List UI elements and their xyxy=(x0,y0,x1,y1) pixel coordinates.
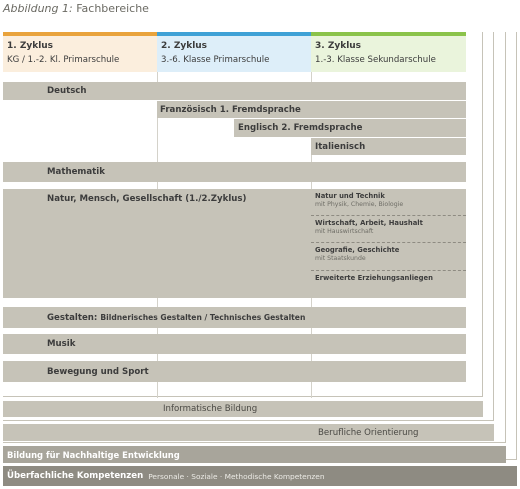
caption-title: Fachbereiche xyxy=(76,2,149,15)
subject-bar-italienisch xyxy=(311,137,466,155)
subject-label: Englisch 2. Fremdsprache xyxy=(238,123,363,133)
nmg-cell-title: Wirtschaft, Arbeit, Haushalt xyxy=(315,219,423,227)
bar-label: Bildung für Nachhaltige Entwicklung xyxy=(7,449,180,460)
column-header-zyklus-1 xyxy=(3,32,157,72)
caption-label: Abbildung 1: xyxy=(3,2,73,15)
nmg-cell-natur-technik xyxy=(311,189,466,216)
subject-sublabel: Bildnerisches Gestalten / Technisches Gestalten xyxy=(100,313,306,322)
bar-ueberfachliche-kompetenzen xyxy=(3,466,517,486)
column-subtitle: KG / 1.-2. Kl. Primarschule xyxy=(7,55,120,65)
column-header-zyklus-3 xyxy=(311,32,466,72)
column-title: 1. Zyklus xyxy=(7,41,54,51)
subject-bar-franzoesisch xyxy=(157,100,466,118)
subject-label: Bewegung und Sport xyxy=(47,366,149,377)
subject-bar-nmg xyxy=(3,189,311,298)
nmg-cell-wirtschaft xyxy=(311,216,466,243)
subject-label: Gestalten: xyxy=(47,312,98,323)
bar-berufliche-orientierung xyxy=(3,424,494,441)
subject-bar-englisch xyxy=(234,118,466,137)
subject-bar-gestalten xyxy=(3,307,466,328)
column-header-zyklus-2 xyxy=(157,32,311,72)
nmg-cell-title: Erweiterte Erziehungsanliegen xyxy=(315,274,433,282)
column-title: 2. Zyklus xyxy=(161,41,208,51)
nmg-cell-erziehungsanliegen xyxy=(311,271,466,298)
nmg-cell-geografie xyxy=(311,243,466,271)
subject-label: Natur, Mensch, Gesellschaft (1./2.Zyklus) xyxy=(47,194,247,204)
figure-caption xyxy=(3,2,149,15)
subject-label: Musik xyxy=(47,339,76,349)
nmg-cell-subtitle: mit Physik, Chemie, Biologie xyxy=(315,200,404,208)
column-title: 3. Zyklus xyxy=(315,41,362,51)
subject-bar-mathematik xyxy=(3,162,466,182)
bar-label: Informatische Bildung xyxy=(163,404,258,414)
subject-label: Deutsch xyxy=(47,86,87,96)
nmg-cell-title: Geografie, Geschichte xyxy=(315,246,400,254)
subject-bar-bewegung-sport xyxy=(3,361,466,382)
bar-label: Überfachliche Kompetenzen xyxy=(7,471,144,481)
column-subtitle: 3.-6. Klasse Primarschule xyxy=(161,55,270,65)
subject-bar-deutsch xyxy=(3,82,466,100)
subject-label: Italienisch xyxy=(315,141,366,152)
nmg-cell-subtitle: mit Staatskunde xyxy=(315,254,366,262)
nmg-cell-title: Natur und Technik xyxy=(315,192,385,200)
subject-bar-musik xyxy=(3,334,466,354)
bar-informatische-bildung xyxy=(3,401,483,417)
column-subtitle: 1.-3. Klasse Sekundarschule xyxy=(315,55,436,65)
bar-sublabel: Personale · Soziale · Methodische Kompetenzen xyxy=(148,471,325,481)
bar-nachhaltige-entwicklung xyxy=(3,446,506,463)
nmg-cell-subtitle: mit Hauswirtschaft xyxy=(315,227,374,235)
bar-label: Berufliche Orientierung xyxy=(318,427,419,438)
subject-label: Mathematik xyxy=(47,167,105,177)
subject-label: Französisch 1. Fremdsprache xyxy=(160,104,301,115)
